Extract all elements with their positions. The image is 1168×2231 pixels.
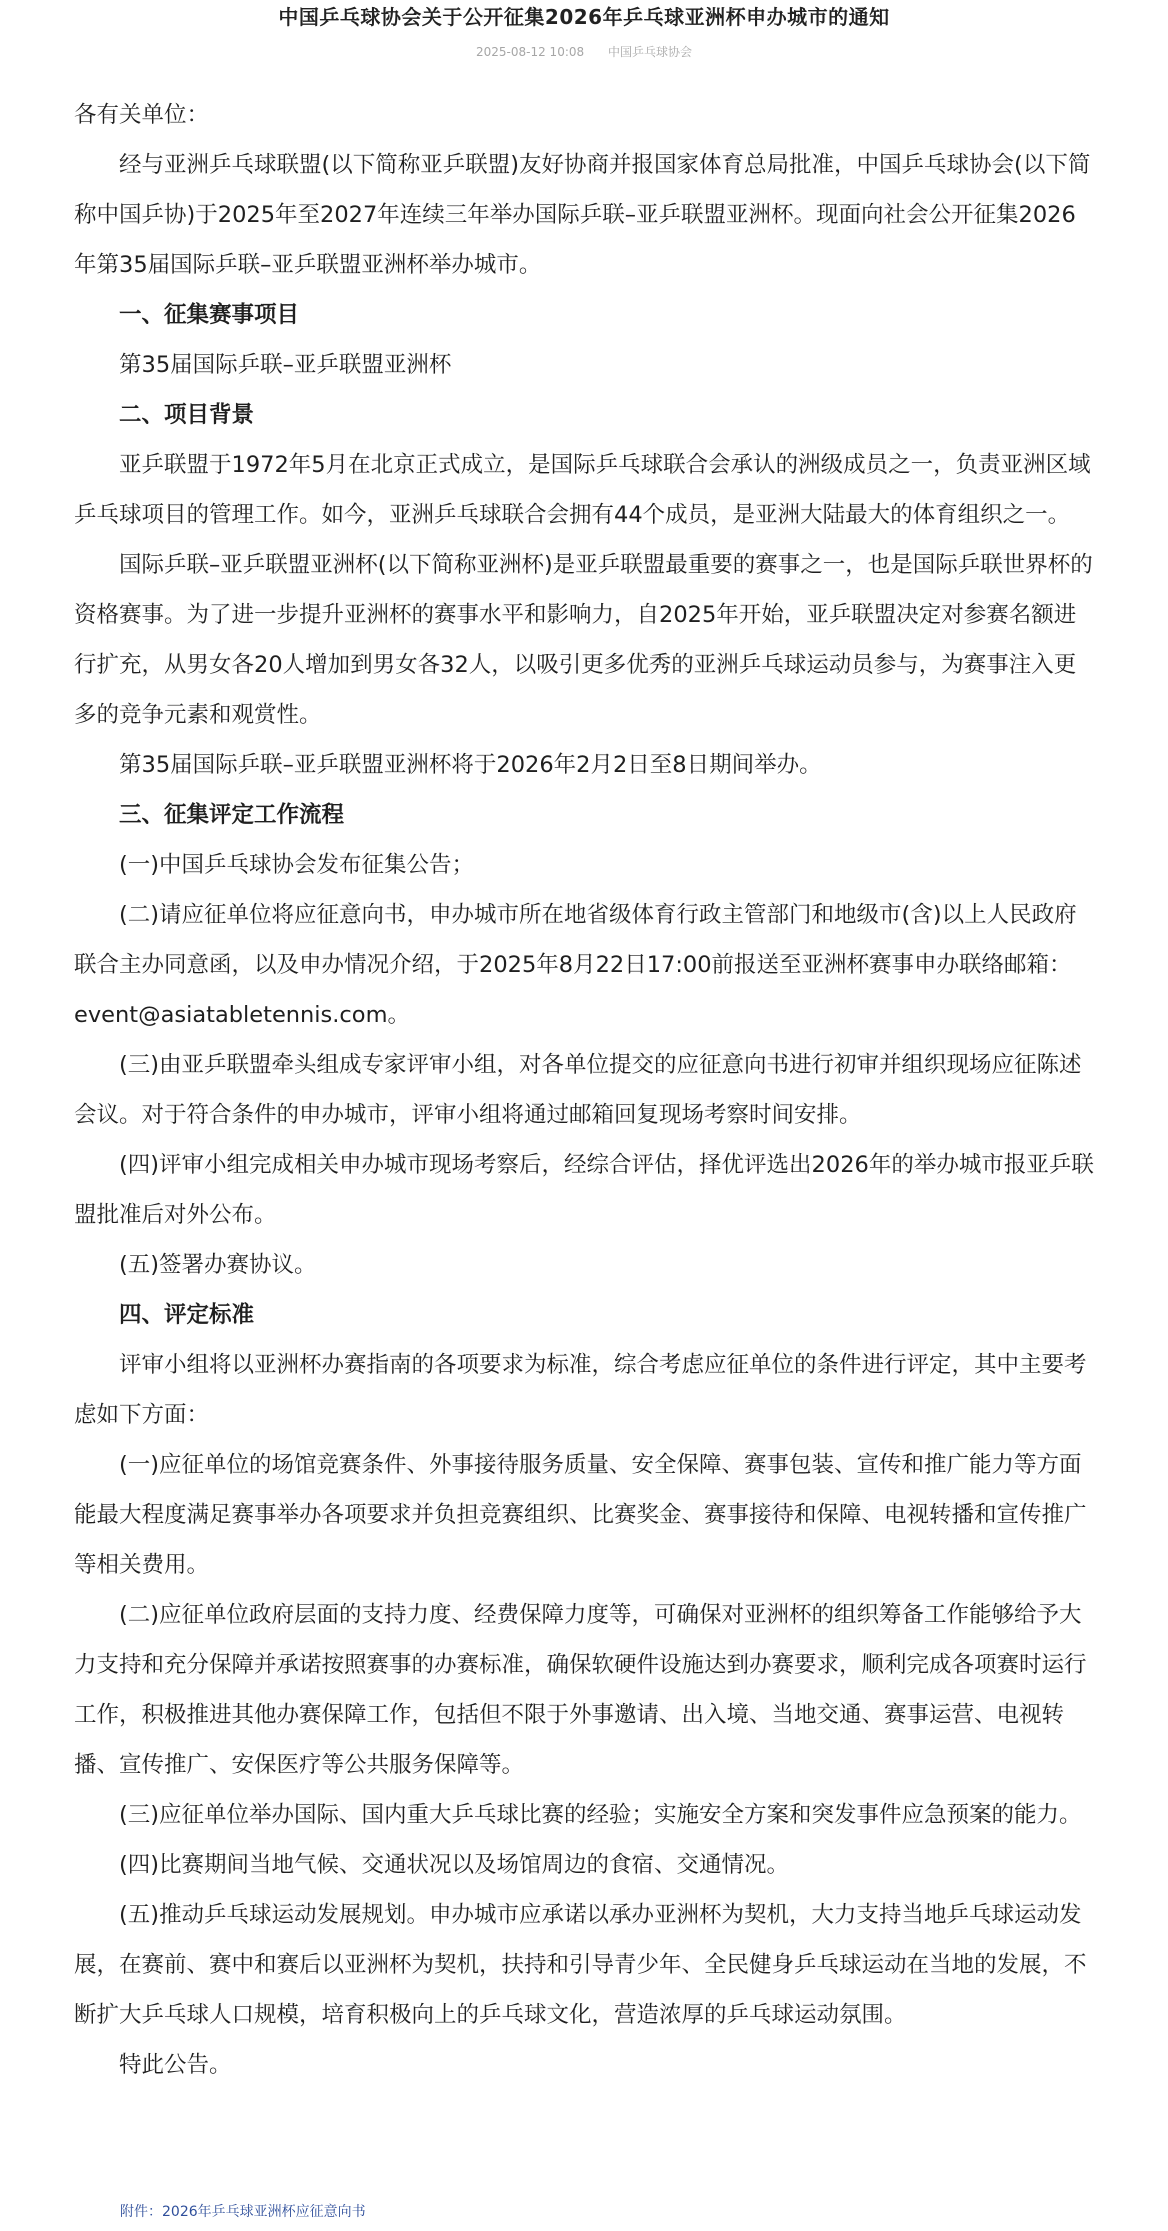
section-heading: 二、项目背景 — [119, 402, 255, 428]
paragraph: 亚乒联盟于1972年5月在北京正式成立，是国际乒乓球联合会承认的洲级成员之一，负责亚洲区域乒乓球项目的管理工作。如今，亚洲乒乓球联合会拥有44个成员，是亚洲大陆最大的体育组织之一。 — [74, 452, 1091, 528]
paragraph: (一)应征单位的场馆竞赛条件、外事接待服务质量、安全保障、赛事包装、宣传和推广能力等方面能最大程度满足赛事举办各项要求并负担竞赛组织、比赛奖金、赛事接待和保障、电视转播和宣传推广等相关费用。 — [74, 1452, 1087, 1578]
salutation: 各有关单位： — [74, 102, 210, 128]
attachment-link[interactable]: 附件：2026年乒乓球亚洲杯应征意向书 — [120, 2204, 366, 2220]
publish-source: 中国乒乓球协会 — [607, 45, 692, 59]
paragraph: (二)应征单位政府层面的支持力度、经费保障力度等，可确保对亚洲杯的组织筹备工作能够给予大力支持和充分保障并承诺按照赛事的办赛标准，确保软硬件设施达到办赛要求，顺利完成各项赛时运行工作，积极推进其他办赛保障工作，包括但不限于外事邀请、出入境、当地交通、赛事运营、电视转播、宣传推广、安保医疗等公共服务保障等。 — [74, 1602, 1087, 1778]
article-body — [74, 90, 1098, 2090]
paragraph: 第35届国际乒联–亚乒联盟亚洲杯 — [119, 352, 452, 378]
paragraph: (五)签署办赛协议。 — [119, 1252, 317, 1278]
article-meta — [0, 44, 1168, 60]
paragraph: 评审小组将以亚洲杯办赛指南的各项要求为标准，综合考虑应征单位的条件进行评定，其中主要考虑如下方面： — [74, 1352, 1087, 1428]
closing: 特此公告。 — [119, 2052, 232, 2078]
publish-date: 2025-08-12 10:08 — [476, 45, 585, 59]
paragraph: (二)请应征单位将应征意向书，申办城市所在地省级体育行政主管部门和地级市(含)以上人民政府联合主办同意函，以及申办情况介绍，于2025年8月22日17:00前报送至亚洲杯赛事申办联络邮箱：event@asiatabletennis.com。 — [74, 902, 1077, 1028]
paragraph: 经与亚洲乒乓球联盟(以下简称亚乒联盟)友好协商并报国家体育总局批准，中国乒乓球协会(以下简称中国乒协)于2025年至2027年连续三年举办国际乒联–亚乒联盟亚洲杯。现面向社会公开征集2026年第35届国际乒联–亚乒联盟亚洲杯举办城市。 — [74, 152, 1091, 278]
paragraph: 第35届国际乒联–亚乒联盟亚洲杯将于2026年2月2日至8日期间举办。 — [119, 752, 822, 778]
paragraph: 国际乒联–亚乒联盟亚洲杯(以下简称亚洲杯)是亚乒联盟最重要的赛事之一，也是国际乒联世界杯的资格赛事。为了进一步提升亚洲杯的赛事水平和影响力，自2025年开始，亚乒联盟决定对参赛名额进行扩充，从男女各20人增加到男女各32人，以吸引更多优秀的亚洲乒乓球运动员参与，为赛事注入更多的竞争元素和观赏性。 — [74, 552, 1093, 728]
article-title: 中国乒乓球协会关于公开征集2026年乒乓球亚洲杯申办城市的通知 — [278, 5, 890, 29]
paragraph: (四)比赛期间当地气候、交通状况以及场馆周边的食宿、交通情况。 — [119, 1852, 790, 1878]
section-heading: 四、评定标准 — [119, 1302, 255, 1328]
paragraph: (一)中国乒乓球协会发布征集公告； — [119, 852, 475, 878]
paragraph: (三)应征单位举办国际、国内重大乒乓球比赛的经验；实施安全方案和突发事件应急预案的能力。 — [119, 1802, 1082, 1828]
paragraph: (三)由亚乒联盟牵头组成专家评审小组，对各单位提交的应征意向书进行初审并组织现场应征陈述会议。对于符合条件的申办城市，评审小组将通过邮箱回复现场考察时间安排。 — [74, 1052, 1082, 1128]
section-heading: 三、征集评定工作流程 — [119, 802, 345, 828]
paragraph: (五)推动乒乓球运动发展规划。申办城市应承诺以承办亚洲杯为契机，大力支持当地乒乓球运动发展，在赛前、赛中和赛后以亚洲杯为契机，扶持和引导青少年、全民健身乒乓球运动在当地的发展，不断扩大乒乓球人口规模，培育积极向上的乒乓球文化，营造浓厚的乒乓球运动氛围。 — [74, 1902, 1087, 2028]
paragraph: (四)评审小组完成相关申办城市现场考察后，经综合评估，择优评选出2026年的举办城市报亚乒联盟批准后对外公布。 — [74, 1152, 1094, 1228]
section-heading: 一、征集赛事项目 — [119, 302, 300, 328]
